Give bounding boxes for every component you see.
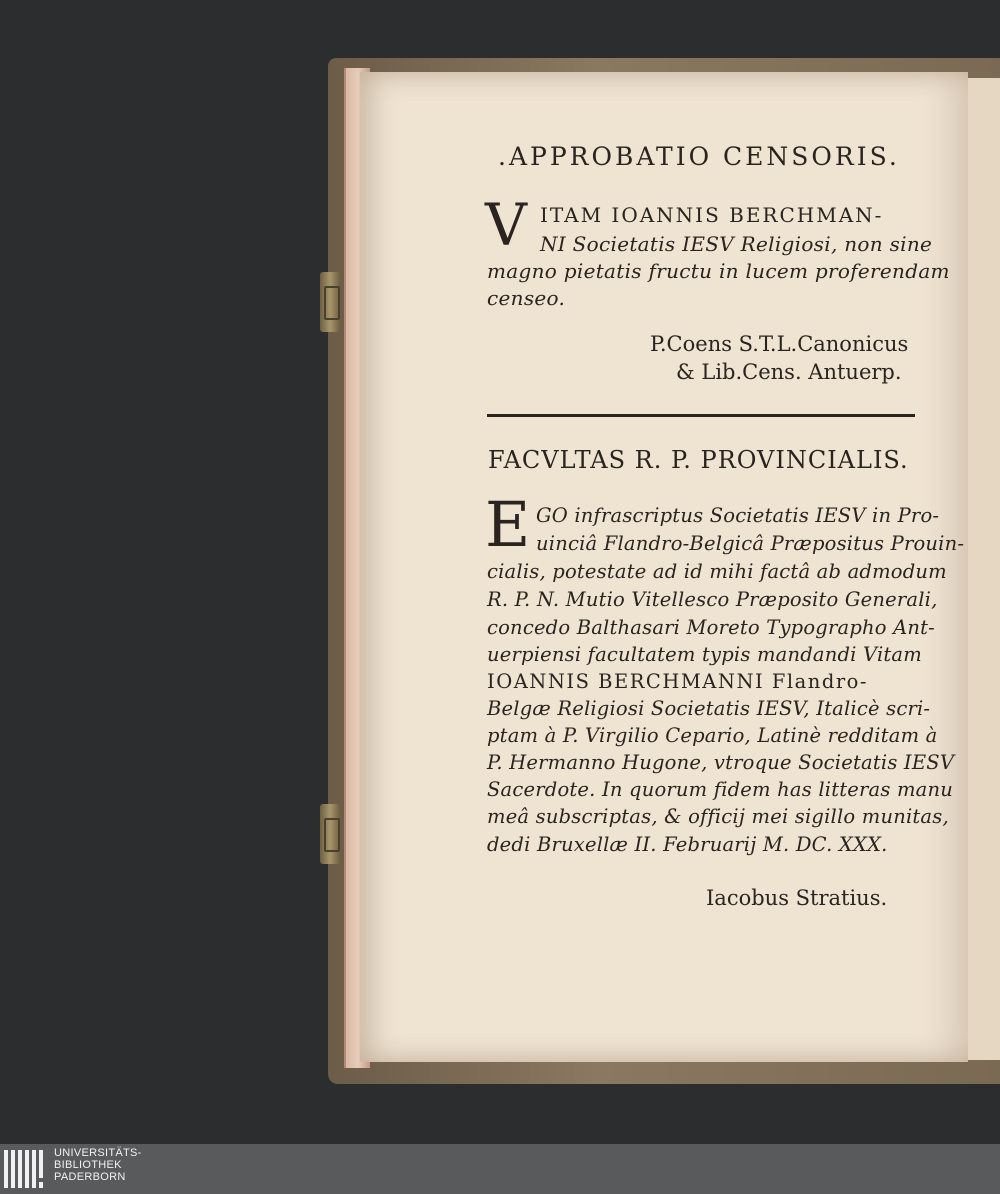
facultas-line: concedo Balthasari Moreto Typographo Ant- (487, 616, 935, 639)
censor-signature-line: P.Coens S.T.L.Canonicus (650, 332, 909, 356)
library-logo-text: BIBLIOTHEK (54, 1159, 122, 1171)
approbatio-heading: .APPROBATIO CENSORIS. (498, 142, 900, 171)
section-divider (487, 414, 915, 417)
facultas-line: meâ subscriptas, & officij mei sigillo munitas, (487, 805, 949, 828)
book-clasp-bottom (320, 804, 340, 864)
approbatio-line: ITAM IOANNIS BERCHMAN- (540, 203, 884, 227)
facultas-line: P. Hermanno Hugone, vtroque Societatis IESV (487, 751, 955, 774)
facultas-line: IOANNIS BERCHMANNI Flandro- (487, 670, 868, 693)
approbatio-line: NI Societatis IESV Religiosi, non sine (540, 232, 933, 256)
approbatio-line: censeo. (487, 286, 566, 310)
facultas-line: uerpiensi facultatem typis mandandi Vitam (487, 643, 922, 666)
library-logo-text: UNIVERSITÄTS- (54, 1147, 142, 1159)
facultas-line: ptam à P. Virgilio Cepario, Latinè redditam à (487, 724, 938, 747)
library-logo-icon (2, 1146, 46, 1192)
facultas-line: cialis, potestate ad id mihi factâ ab admodum (487, 560, 947, 583)
facultas-heading: FACVLTAS R. P. PROVINCIALIS. (488, 446, 909, 474)
facultas-line: dedi Bruxellæ II. Februarij M. DC. XXX. (487, 833, 888, 856)
book-clasp-top (320, 272, 340, 332)
approbatio-dropcap: V (485, 191, 527, 259)
next-page-edge (966, 78, 1000, 1060)
library-logo-text: PADERBORN (54, 1171, 126, 1183)
approbatio-line: magno pietatis fructu in lucem proferendam (487, 259, 950, 283)
facultas-line: uinciâ Flandro-Belgicâ Præpositus Prouin- (536, 532, 965, 555)
facultas-line: R. P. N. Mutio Vitellesco Præposito Generali, (487, 588, 938, 611)
facultas-dropcap: E (485, 488, 531, 561)
facultas-line: Belgæ Religiosi Societatis IESV, Italicè scri- (487, 697, 931, 720)
facultas-line: GO infrascriptus Societatis IESV in Pro- (536, 504, 940, 527)
provincial-signature: Iacobus Stratius. (706, 886, 888, 910)
censor-signature-line: & Lib.Cens. Antuerp. (676, 360, 902, 384)
facultas-line: Sacerdote. In quorum fidem has litteras manu (487, 778, 954, 801)
footer-bar (0, 1144, 1000, 1194)
